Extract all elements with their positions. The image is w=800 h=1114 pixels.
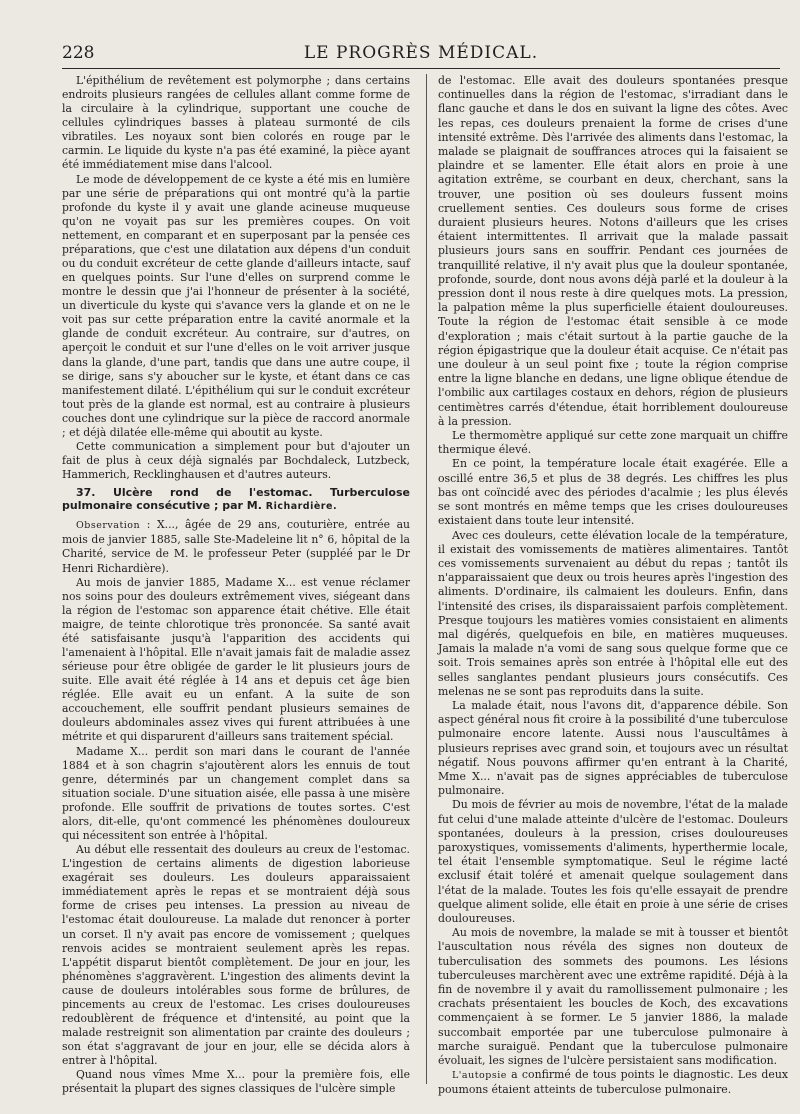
observation-label: Observation [76,520,141,532]
paragraph-onset: Au début elle ressentait des douleurs au creux de l'estomac. L'ingestion de certains aliments de digestion laborieuse exagérait ses douleurs. Les douleurs apparaissaient immédiatement après le repas et se montraient déjà sous forme de crises peu intenses. La pression au niveau de l'estomac était douloureuse. La malade dut renoncer à porter un corset. Il n'y avait pas encore de vomissement ; quelques renvois acides se montraient seulement après les repas. L'appétit disparut bientôt complètement. De jour en jour, les phénomènes s'aggravèrent. L'ingestion des aliments devint la cause de douleurs intolérables sous forme de brûlures, de pincements au creux de l'estomac. Les crises douloureuses redoublèrent de fréquence et d'intensité, au point que la malade restreignit son alimentation par crainte des douleurs ; son état s'aggravant de jour en jour, elle se décida alors à entrer à l'hôpital. [62,843,410,1068]
paragraph-tuberculosis: Au mois de novembre, la malade se mit à tousser et bientôt l'auscultation nous révéla des signes non douteux de tuberculisation des sommets des poumons. Les lésions tuberculeuses marchèrent avec une extrême rapidité. Déjà à la fin de novembre il y avait du ramollissement pulmonaire ; les crachats présentaient les boucles de Koch, des excavations commençaient à se former. Le 5 janvier 1886, la malade succombait emportée par une tuberculose pulmonaire à marche suraiguë. Pendant que la tuberculose pulmonaire évoluait, les signes de l'ulcère persistaient sans modification. [438,926,788,1068]
paragraph-autopsy [438,1068,788,1097]
paragraph-first-exam: Quand nous vîmes Mme X... pour la première fois, elle présentait la plupart des signes classiques de l'ulcère simple [62,1068,410,1096]
paragraph-widowhood: Madame X... perdit son mari dans le courant de l'année 1884 et à son chagrin s'ajoutèrent alors les ennuis de tout genre, déterminés par un changement complet dans sa situation sociale. D'une situation aisée, elle passa à une misère profonde. Elle souffrit de privations de toutes sortes. C'est alors, dit-elle, qu'ont commencé les phénomènes douloureux qui nécessitent son entrée à l'hôpital. [62,744,410,842]
page-number: 228 [62,43,95,63]
paragraph-observation [62,518,410,575]
paragraph-vomiting: Avec ces douleurs, cette élévation locale de la température, il existait des vomissements de matières alimentaires. Tantôt ces vomissements survenaient au début du repas ; tantôt ils n'apparaissaient que deux ou trois heures après l'ingestion des aliments. D'ordinaire, ils calmaient les douleurs. Enfin, dans l'intensité des crises, ils disparaissaient parfois complètement. Presque toujours les matières vomies consistaient en aliments mal digérés, quelquefois en bile, en matières muqueuses. Jamais la malade n'a vomi de sang sous quelque forme que ce soit. Trois semaines après son entrée à l'hôpital elle eut des selles sanglantes pendant plusieurs jours consécutifs. Ces melenas ne se sont pas reproduits dans la suite. [438,528,788,698]
left-column [62,74,410,1096]
section-author: Richardière. [265,501,338,513]
section-heading [62,486,410,513]
column-divider [426,74,427,1084]
paragraph-course: Du mois de février au mois de novembre, l'état de la malade fut celui d'une malade atteinte d'ulcère de l'estomac. Douleurs spontanées, douleurs à la pression, crises douloureuses paroxystiques, vomissements d'aliments, hyperthermie locale, tel était l'ensemble symptomatique. Seul le régime lacté exclusif était toléré et amenait quelque soulagement dans l'état de la malade. Toutes les fois qu'elle essayait de prendre quelque aliment solide, elle était en proie à une série de crises douloureuses. [438,798,788,925]
journal-title: LE PROGRÈS MÉDICAL. [303,43,539,63]
paragraph-development: Le mode de développement de ce kyste a été mis en lumière par une série de préparations qui ont montré qu'à la partie profonde du kyste il y avait une glande acineuse muqueuse qu'on ne voyait pas sur les premières coupes. On voit nettement, en comparant et en superposant par la pensée ces préparations, que c'est une dilatation aux dépens d'un conduit ou du conduit excréteur de cette glande d'ailleurs intacte, sauf en quelques points. Sur l'une d'elles on surprend comme le montre le dessin que j'ai l'honneur de présenter à la société, un diverticule du kyste qui s'avance vers la glande et on ne le voit pas sur cette préparation entre la cavité anormale et la glande de conduit excréteur. Au contraire, sur d'autres, on aperçoit le conduit et sur l'une d'elles on le voit arriver jusque dans la glande, d'une part, tandis que dans une autre coupe, il se dirige, sans s'y aboucher sur le kyste, et étant dans ce cas manifestement dilaté. L'épithélium qui sur le conduit excréteur tout près de la glande est normal, est au contraire à plusieurs couches dont une cylindrique sur la pièce de raccord anormale ; et déjà dilatée elle-même qui aboutit au kyste. [62,172,410,439]
section-heading-text: 37. Ulcère rond de l'estomac. Turberculose pulmonaire consécutive ; par M. [62,486,410,513]
running-header [62,38,780,69]
paragraph-history: Au mois de janvier 1885, Madame X... est venue réclamer nos soins pour des douleurs extrêmement vives, siégeant dans la région de l'estomac son apparence était chétive. Elle était maigre, de teinte chlorotique très prononcée. Sa santé avait été satisfaisante jusqu'à l'apparition des accidents qui l'amenaient à l'hôpital. Elle n'avait jamais fait de maladie assez sérieuse pour être obligée de garder le lit plusieurs jours de suite. Elle avait été réglée à 14 ans et depuis cet âge bien réglée. Elle avait eu un enfant. A la suite de son accouchement, elle souffrit pendant plusieurs semaines de douleurs abdominales assez vives qui furent attribuées à une métrite et qui disparurent d'ailleurs sans traitement spécial. [62,575,410,744]
paragraph-symptoms: de l'estomac. Elle avait des douleurs spontanées presque continuelles dans la région de l'estomac, s'irradiant dans le flanc gauche et dans le dos en suivant la ligne des côtes. Avec les repas, ces douleurs prenaient la forme de crises d'une intensité extrême. Dès l'arrivée des aliments dans l'estomac, la malade se plaignait de souffrances atroces qui la faisaient se plaindre et se lamenter. Elle était alors en proie à une agitation extrême, se courbant en deux, cherchant, sans la trouver, une position où ses douleurs fussent moins cruellement senties. Ces douleurs sous forme de crises duraient plusieurs heures. Notons d'ailleurs que les crises étaient intermittentes. Il arrivait que la malade passait plusieurs jours sans en souffrir. Pendant ces journées de tranquillité relative, il n'y avait plus que la douleur spontanée, profonde, sourde, dont nous avons déjà parlé et la douleur à la pression dont il nous reste à dire quelques mots. La pression, la palpation même la plus superficielle étaient douloureuses. Toute la région de l'estomac était sensible à ce mode d'exploration ; mais c'était surtout à la partie gauche de la région épigastrique que la douleur était acquise. Ce n'était pas une douleur à un seul point fixe ; toute la région comprise entre la ligne blanche en dedans, une ligne oblique étendue de l'ombilic aux cartilages costaux en dehors, région de plusieurs centimètres carrés d'étendue, était horriblement douloureuse à la pression. [438,74,788,428]
autopsy-label: L'autopsie [452,1070,507,1082]
right-column [438,74,788,1098]
observation-text: : X..., âgée de 29 ans, couturière, entrée au mois de janvier 1885, salle Ste-Madeleine lit n° 6, hôpital de la Charité, service de M. le professeur Peter (suppléé par le Dr Henri Richardière). [62,518,410,575]
paragraph-temperature: En ce point, la température locale était exagérée. Elle a oscillé entre 36,5 et plus de 38 degrés. Les chiffres les plus bas ont coïncidé avec des périodes d'acalmie ; les plus élevés se sont montrés en même temps que les crises douloureuses existaient dans toute leur intensité. [438,457,788,528]
paragraph-appearance: La malade était, nous l'avons dit, d'apparence débile. Son aspect général nous fit croire à la possibilité d'une tuberculose pulmonaire encore latente. Aussi nous l'auscultâmes à plusieurs reprises avec grand soin, et toujours avec un résultat négatif. Nous pouvons affirmer qu'en entrant à la Charité, Mme X... n'avait pas de signes appréciables de tuberculose pulmonaire. [438,698,788,798]
autopsy-text: a confirmé de tous points le diagnostic. Les deux poumons étaient atteints de tuberculose pulmonaire. [438,1068,788,1097]
paragraph-communication: Cette communication a simplement pour but d'ajouter un fait de plus à ceux déjà signalés par Bochdaleck, Lutzbeck, Hammerich, Recklinghausen et d'autres auteurs. [62,440,410,482]
paragraph-epithelium: L'épithélium de revêtement est polymorphe ; dans certains endroits plusieurs rangées de cellules allant comme forme de la circulaire à la cylindrique, supportant une couche de cellules cylindriques basses à plateau surmonté de cils vibratiles. Les noyaux sont bien colorés en rouge par le carmin. Le liquide du kyste n'a pas été examiné, la pièce ayant été immédiatement mise dans l'alcool. [62,74,410,172]
paragraph-thermometer: Le thermomètre appliqué sur cette zone marquait un chiffre thermique élevé. [438,429,788,457]
